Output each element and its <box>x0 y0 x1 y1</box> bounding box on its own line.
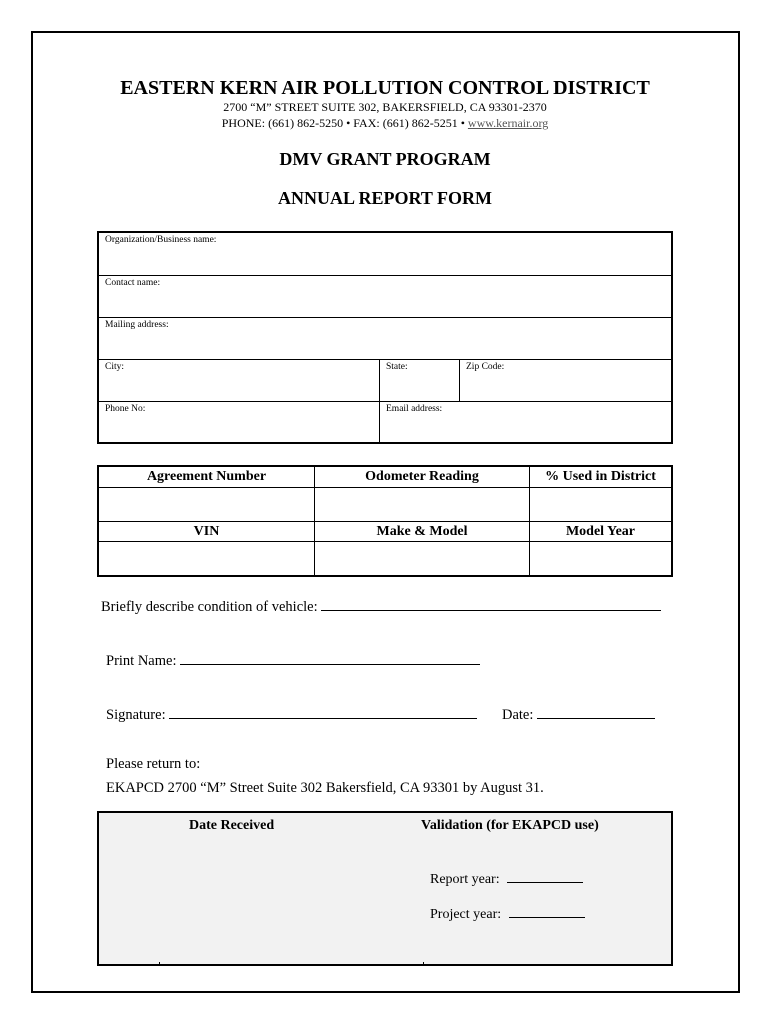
zip-code-field[interactable] <box>459 360 671 401</box>
condition-input[interactable] <box>321 598 661 611</box>
org-name-label: Organization/Business name: <box>105 235 217 245</box>
email-field[interactable] <box>379 402 671 442</box>
mailing-address-label: Mailing address: <box>105 320 169 330</box>
agreement-number-header: Agreement Number <box>146 469 267 484</box>
org-address: 2700 “M” STREET SUITE 302, BAKERSFIELD, CA 93301-2370 <box>223 100 547 114</box>
email-label: Email address: <box>386 404 443 414</box>
model-year-header: Model Year <box>529 522 671 541</box>
phone-field[interactable] <box>99 402 379 442</box>
return-label: Please return to: <box>106 756 201 772</box>
make-model-input[interactable] <box>314 542 529 575</box>
make-model-header: Make & Model <box>314 522 529 541</box>
print-name-input[interactable] <box>180 652 480 665</box>
date-received-label: Date Received <box>189 818 275 833</box>
vehicle-header-row-1 <box>99 467 671 487</box>
vehicle-table <box>97 465 673 577</box>
report-year-line <box>430 870 583 888</box>
org-name-field[interactable] <box>99 233 671 275</box>
print-name-line <box>106 652 480 670</box>
program-title: DMV GRANT PROGRAM <box>279 149 491 169</box>
date-input[interactable] <box>537 706 655 719</box>
contact-name-field[interactable] <box>99 275 671 317</box>
mailing-address-field[interactable] <box>99 317 671 359</box>
validation-box <box>97 811 673 966</box>
vin-input[interactable] <box>99 542 314 575</box>
project-year-label: Project year: <box>430 907 502 922</box>
zip-code-label: Zip Code: <box>466 362 505 372</box>
phone-email-row <box>99 401 671 442</box>
print-name-label: Print Name: <box>106 653 177 669</box>
return-address: EKAPCD 2700 “M” Street Suite 302 Bakersfield, CA 93301 by August 31. <box>106 780 544 796</box>
contact-info-box <box>97 231 673 444</box>
city-field[interactable] <box>99 360 379 401</box>
odometer-reading-input[interactable] <box>314 488 529 521</box>
condition-label: Briefly describe condition of vehicle: <box>101 599 318 615</box>
signature-line <box>106 706 477 724</box>
percent-used-header: % Used in District <box>529 467 671 487</box>
project-year-line <box>430 905 585 923</box>
org-contact-line <box>0 116 770 131</box>
vehicle-input-row-1 <box>99 487 671 521</box>
vehicle-input-row-2 <box>99 541 671 575</box>
report-year-input[interactable] <box>507 870 583 883</box>
date-label: Date: <box>502 707 534 723</box>
report-year-label: Report year: <box>430 872 500 887</box>
city-state-zip-row <box>99 359 671 401</box>
contact-name-label: Contact name: <box>105 278 161 288</box>
phone-label: Phone No: <box>105 404 146 414</box>
agreement-number-input[interactable] <box>99 488 314 521</box>
vin-header: VIN <box>193 524 220 539</box>
city-label: City: <box>105 362 125 372</box>
signature-label: Signature: <box>106 707 166 723</box>
signature-input[interactable] <box>169 706 477 719</box>
odometer-reading-header: Odometer Reading <box>314 467 529 487</box>
percent-used-input[interactable] <box>529 488 671 521</box>
state-field[interactable] <box>379 360 459 401</box>
vehicle-header-row-2 <box>99 521 671 541</box>
phone-fax: PHONE: (661) 862-5250 • FAX: (661) 862-5251 • <box>221 116 468 130</box>
state-label: State: <box>386 362 408 372</box>
website-link[interactable]: www.kernair.org <box>467 116 549 130</box>
condition-line <box>101 598 661 616</box>
org-name: EASTERN KERN AIR POLLUTION CONTROL DISTRICT <box>120 77 650 99</box>
form-title: ANNUAL REPORT FORM <box>277 188 493 208</box>
validation-label: Validation (for EKAPCD use) <box>421 818 599 833</box>
date-line <box>502 706 655 724</box>
project-year-input[interactable] <box>509 905 585 918</box>
model-year-input[interactable] <box>529 542 671 575</box>
divider-tick-right <box>423 962 424 966</box>
divider-tick-left <box>159 962 160 966</box>
